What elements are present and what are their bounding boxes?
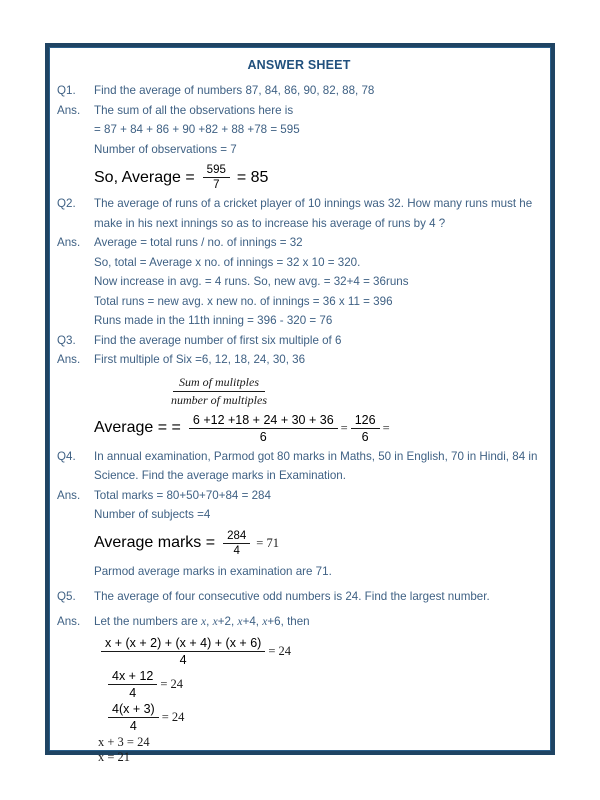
answer-text-q4-line1: Total marks = 80+50+70+84 = 284 (94, 488, 271, 502)
fraction-numerator: 595 (203, 164, 230, 178)
answer-row-q1 (57, 101, 541, 121)
answer-row-q2 (57, 233, 541, 253)
question-text-q1: Find the average of numbers 87, 84, 86, 90, 82, 88, 78 (94, 84, 375, 97)
fraction-sum-of-multiples (189, 413, 338, 444)
answer-label-q4: Ans. (57, 488, 81, 502)
equation-q3-average (57, 413, 541, 444)
fraction-sum-over-4 (101, 636, 265, 667)
variable-x-4: x (262, 614, 268, 628)
fraction-denominator: number of multiples (171, 392, 267, 407)
answer-label-q2: Ans. (57, 236, 81, 249)
answer-text-q1-line1: The sum of all the observations here is (94, 103, 294, 117)
fraction-numerator: 6 +12 +18 + 24 + 30 + 36 (189, 413, 338, 429)
question-label-q4: Q4. (57, 449, 76, 463)
question-label-q3: Q3. (57, 333, 76, 347)
answer-row-q2-line3 (57, 272, 541, 292)
words-fraction-block (57, 375, 541, 408)
answer-row-q3 (57, 350, 541, 370)
answer-row-q2-line2 (57, 253, 541, 273)
answer-q5-seg-b: , (206, 614, 213, 628)
fraction-284-over-4 (223, 530, 250, 557)
equation-q1-average (57, 164, 541, 191)
equation-q4-result: = 71 (256, 535, 279, 550)
numerator-variable: x (105, 636, 112, 650)
answer-text-q2-line1: Average = total runs / no. of innings = 32 (94, 236, 303, 249)
answer-text-q2-line4: Total runs = new avg. x new no. of innings = 36 x 11 = 396 (94, 294, 393, 308)
question-row-q5 (57, 587, 541, 607)
answer-text-q5-line1 (94, 612, 541, 632)
question-label-q1: Q1. (57, 84, 76, 97)
fraction-4x-plus-12-over-4 (108, 669, 157, 700)
answer-text-q2-line2: So, total = Average x no. of innings = 32 x 10 = 320. (94, 255, 361, 269)
equation-q5-step5 (57, 750, 541, 765)
fraction-denominator: 4 (129, 686, 137, 700)
answer-row-q2-line4 (57, 292, 541, 312)
equation-q5-step2 (57, 669, 541, 700)
variable-x-2: x (212, 614, 218, 628)
equals-sign-1: = (340, 420, 348, 435)
answer-text-q2-line3: Now increase in avg. = 4 runs. So, new avg. = 32+4 = 36runs (94, 275, 409, 288)
answer-q5-seg-e: +6, then (267, 614, 310, 628)
numerator-rest: + (x + 2) + (x + 4) + (x + 6) (111, 636, 262, 650)
fraction-denominator: 4 (129, 719, 137, 733)
fraction-denominator: 6 (259, 429, 267, 444)
question-row-q1 (57, 81, 541, 101)
answer-text-q3-line1: First multiple of Six =6, 12, 18, 24, 30, 36 (94, 353, 306, 366)
fraction-numerator: 4(x + 3) (108, 702, 159, 718)
equation-q5-step3 (57, 702, 541, 733)
equation-q4-prefix: Average marks = (94, 534, 216, 551)
question-label-q5: Q5. (57, 590, 76, 603)
answer-label-q3: Ans. (57, 353, 81, 366)
equation-q1-prefix: So, Average = (94, 168, 195, 186)
answer-row-q5 (57, 612, 541, 632)
answer-label-q5: Ans. (57, 614, 81, 628)
answer-text-q2-line5: Runs made in the 11th inning = 396 - 320 = 76 (94, 314, 333, 327)
equation-q5-step3-rhs: = 24 (161, 710, 185, 724)
answer-row-q4 (57, 486, 541, 506)
equation-q5-step4 (57, 735, 541, 750)
answer-text-q4-line4: Parmod average marks in examination are 71. (94, 564, 332, 578)
answer-text-q1-line2: = 87 + 84 + 86 + 90 +82 + 88 +78 = 595 (94, 123, 300, 136)
answer-text-q1-line3: Number of observations = 7 (94, 142, 237, 156)
fraction-4x-plus-3-over-4 (108, 702, 159, 733)
fraction-numerator: 4x + 12 (108, 669, 157, 685)
equation-q5-step4-text: x + 3 = 24 (98, 735, 150, 749)
equation-q3-prefix: Average = = (94, 419, 181, 436)
question-label-q2: Q2. (57, 197, 76, 210)
question-row-q3 (57, 331, 541, 351)
fraction-sum-over-number (165, 375, 273, 408)
equation-q5-step1-rhs: = 24 (268, 644, 291, 658)
fraction-numerator: 126 (351, 413, 380, 429)
fraction-126-over-6 (351, 413, 380, 444)
fraction-numerator (101, 636, 265, 652)
fraction-numerator: 284 (223, 530, 250, 544)
document-content (53, 49, 547, 764)
answer-row-q1-line2 (57, 120, 541, 140)
question-text-q3: Find the average number of first six multiple of 6 (94, 333, 342, 347)
fraction-denominator: 6 (361, 429, 369, 444)
equation-q4-average (57, 530, 541, 557)
fraction-denominator: 4 (179, 653, 187, 667)
question-text-q2: The average of runs of a cricket player of 10 innings was 32. How many runs must he make in his next innings so as to increase his average of runs by 4 ? (94, 197, 533, 230)
equation-q5-step2-rhs: = 24 (160, 677, 184, 691)
fraction-595-over-7 (203, 164, 230, 191)
answer-label-q1: Ans. (57, 103, 81, 117)
answer-row-q4-line2 (57, 505, 541, 525)
equation-q5-step1 (57, 636, 541, 667)
answer-q5-seg-d: +4, (242, 614, 263, 628)
page-title: ANSWER SHEET (247, 58, 351, 72)
fraction-denominator: 4 (233, 544, 240, 557)
answer-q5-seg-c: +2, (217, 614, 238, 628)
equation-q5-step5-text: x = 21 (98, 750, 131, 764)
question-text-q4: In annual examination, Parmod got 80 marks in Maths, 50 in English, 70 in Hindi, 84 in Science. Find the average marks in Examination. (94, 449, 538, 482)
fraction-denominator: 7 (213, 179, 220, 191)
variable-x-3: x (237, 614, 243, 628)
equation-q1-result: = 85 (236, 168, 269, 186)
answer-q5-seg-a: Let the numbers are (94, 614, 201, 628)
question-row-q2 (57, 194, 541, 233)
fraction-numerator: Sum of mulitples (173, 375, 265, 392)
answer-text-q4-line2: Number of subjects =4 (94, 508, 211, 521)
question-text-q5: The average of four consecutive odd numbers is 24. Find the largest number. (94, 590, 490, 603)
question-row-q4 (57, 447, 541, 486)
answer-row-q2-line5 (57, 311, 541, 331)
variable-x-1: x (200, 614, 207, 628)
equals-sign-2: = (382, 420, 390, 435)
answer-row-q1-line3 (57, 140, 541, 160)
answer-row-q4-line4 (57, 562, 541, 582)
